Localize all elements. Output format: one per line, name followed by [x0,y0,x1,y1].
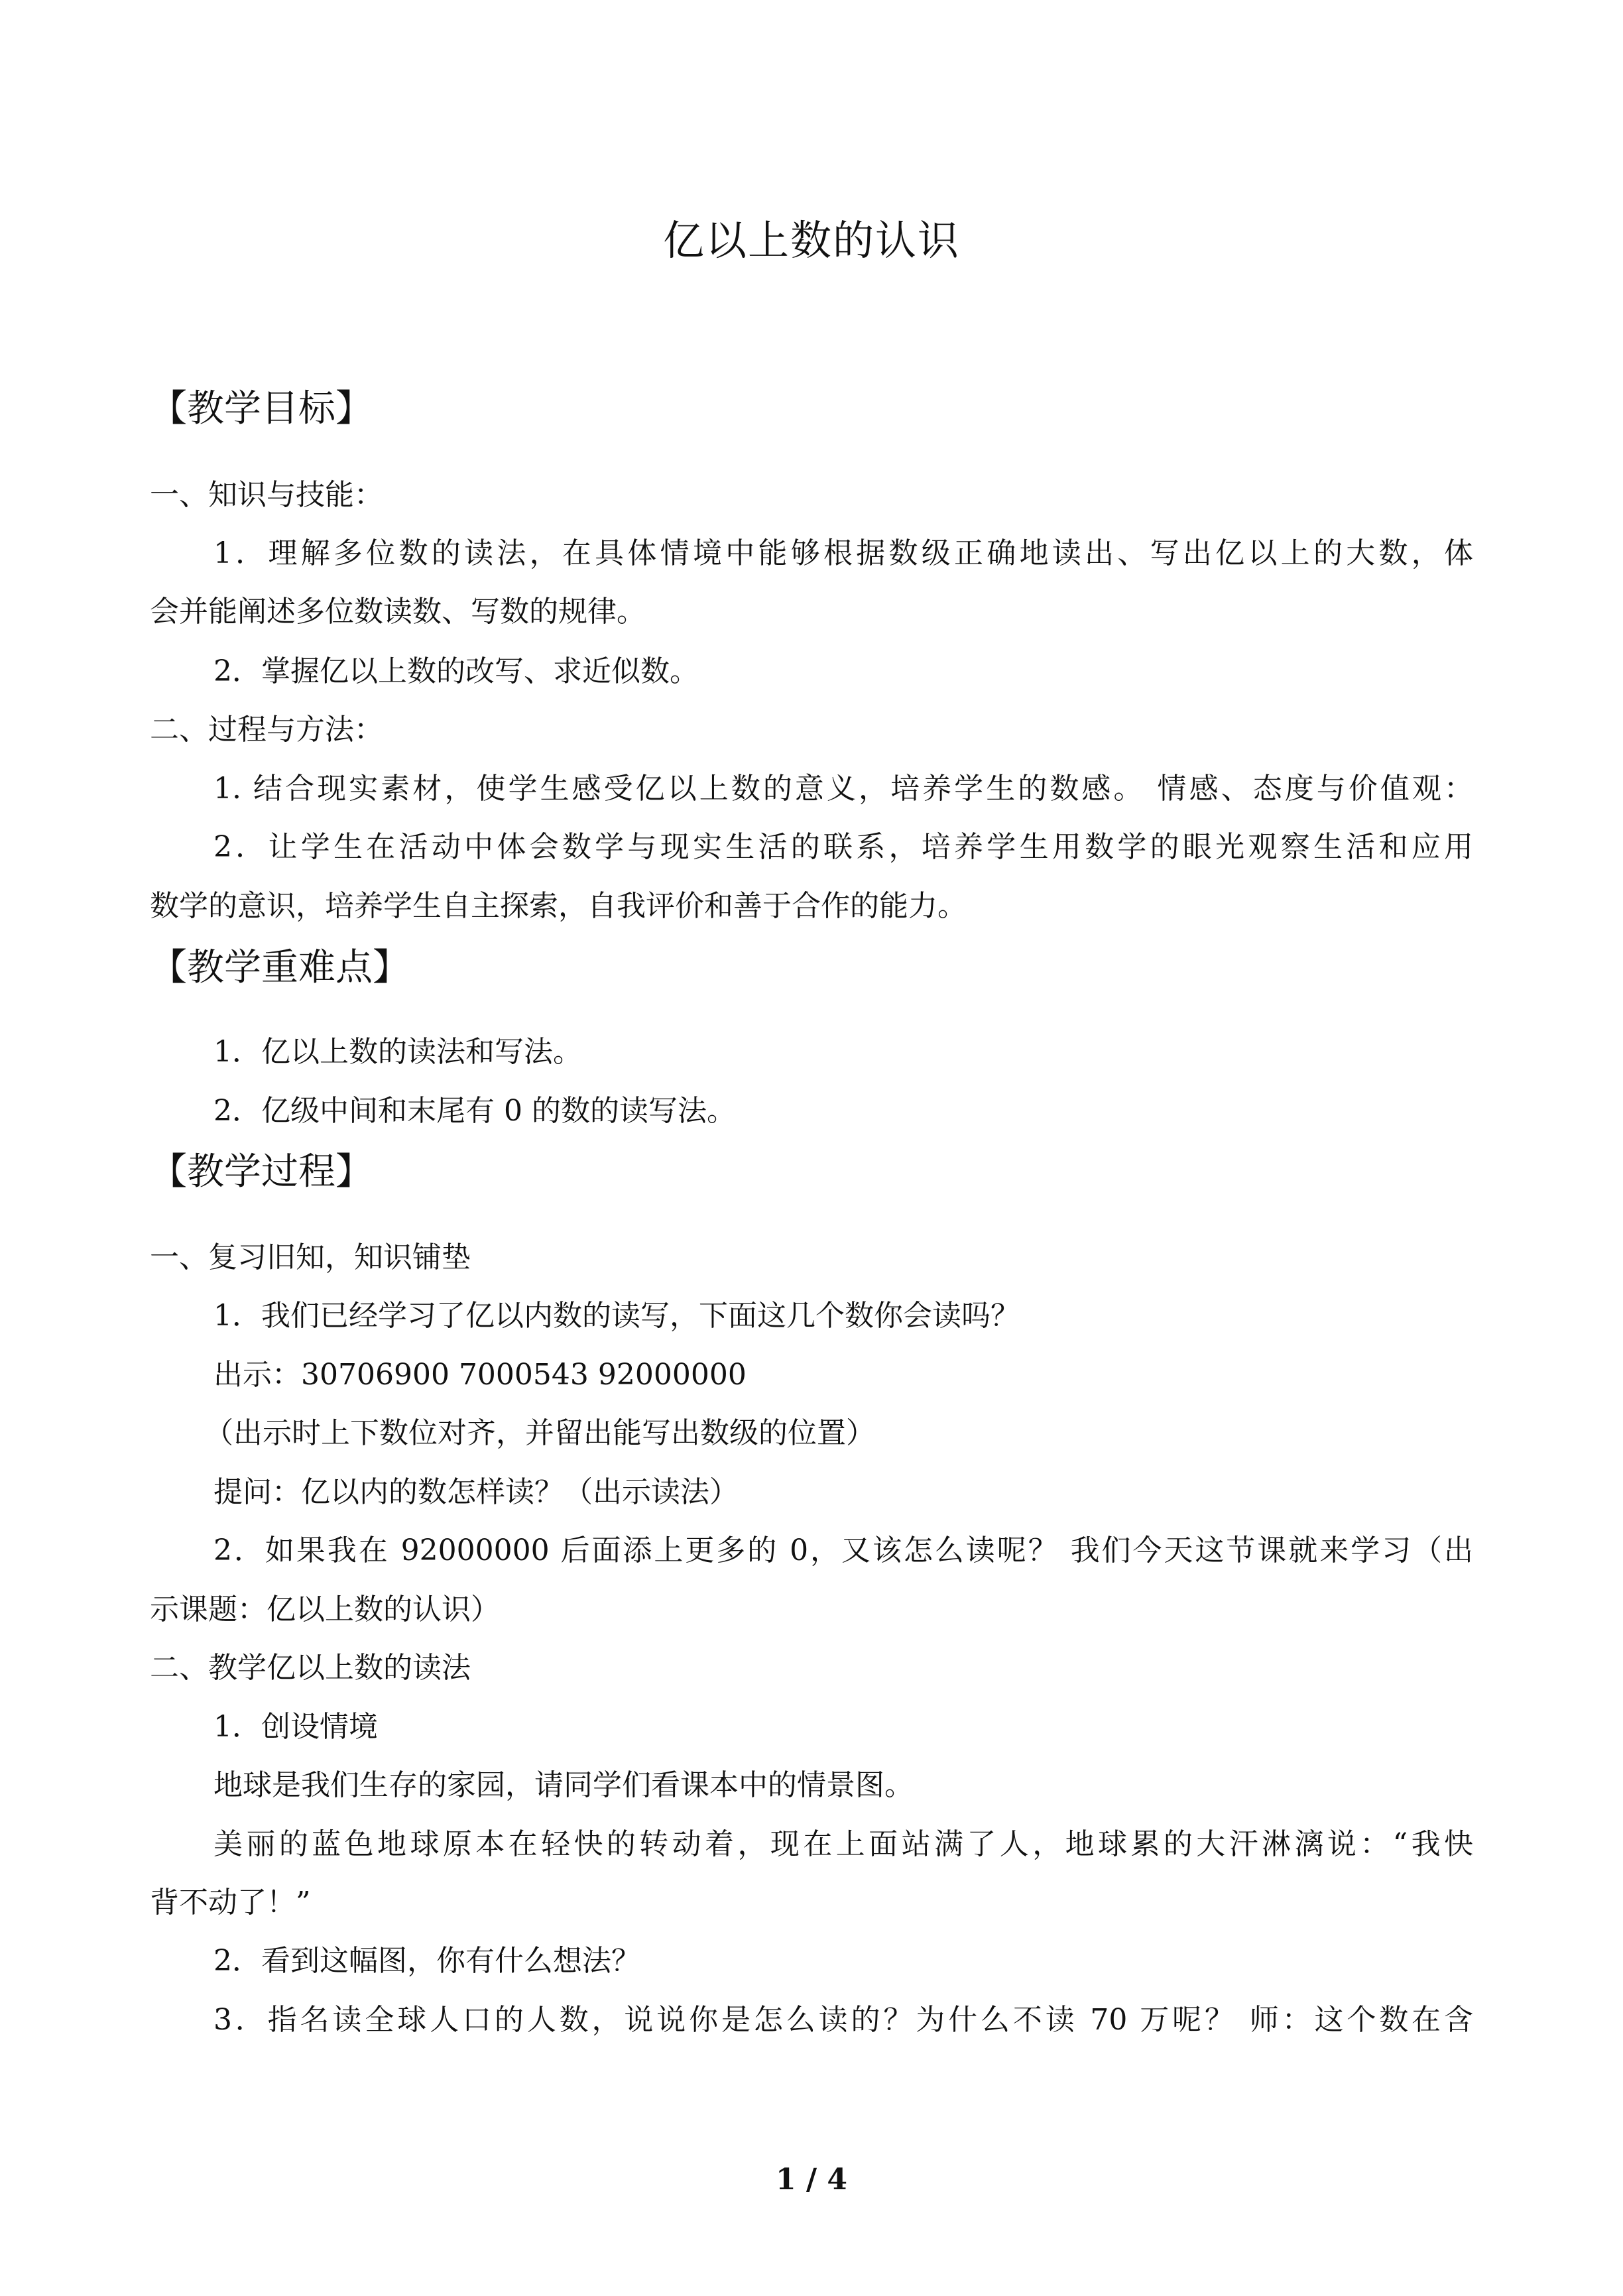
process-section1-question: 提问：亿以内的数怎样读？（出示读法） [213,1475,739,1509]
process-section1-note: （出示时上下数位对齐，并留出能写出数级的位置） [204,1416,875,1450]
goals-process-item2-line2: 数学的意识，培养学生自主探索，自我评价和善于合作的能力。 [150,889,967,923]
process-section1-item1: 1．我们已经学习了亿以内数的读写，下面这几个数你会读吗？ [213,1299,1020,1333]
goals-process-item2-line1: 2．让学生在活动中体会数学与现实生活的联系，培养学生用数学的眼光观察生活和应用 [213,830,1473,864]
goals-knowledge-title: 一、知识与技能： [150,478,383,512]
process-section2-item2: 2．看到这幅图，你有什么想法？ [213,1944,640,1978]
process-section1-item2-line2: 示课题：亿以上数的认识） [150,1593,500,1626]
process-section2-item3: 3．指名读全球人口的人数，说说你是怎么读的？为什么不读 70 万呢？ 师：这个数在含 [213,2003,1473,2037]
process-section2-text1: 地球是我们生存的家园，请同学们看课本中的情景图。 [213,1768,914,1802]
goals-process-title: 二、过程与方法： [150,713,383,747]
process-section2-title: 二、教学亿以上数的读法 [150,1651,471,1685]
goals-knowledge-item1-line2: 会并能阐述多位数读数、写数的规律。 [150,595,646,629]
process-section2-text2-line2: 背不动了！” [150,1886,311,1919]
heading-teaching-process: 【教学过程】 [150,1150,373,1193]
page-title: 亿以上数的认识 [662,216,960,265]
goals-knowledge-item1-line1: 1．理解多位数的读法，在具体情境中能够根据数级正确地读出、写出亿以上的大数，体 [213,536,1473,570]
process-section2-text2-line1: 美丽的蓝色地球原本在轻快的转动着，现在上面站满了人，地球累的大汗淋漓说：“我快 [213,1827,1473,1861]
goals-process-item1: 1. 结合现实素材，使学生感受亿以上数的意义，培养学生的数感。 情感、态度与价值观： [213,772,1473,806]
page-number: 1 / 4 [776,2163,847,2197]
heading-key-points: 【教学重难点】 [150,946,410,989]
heading-teaching-goals: 【教学目标】 [150,387,373,430]
goals-knowledge-item2: 2．掌握亿以上数的改写、求近似数。 [213,654,699,688]
key-points-item2: 2．亿级中间和末尾有 0 的数的读写法。 [213,1094,736,1128]
key-points-item1: 1．亿以上数的读法和写法。 [213,1035,582,1069]
process-section1-show: 出示：30706900 7000543 92000000 [213,1358,747,1392]
process-section1-title: 一、复习旧知，知识铺垫 [150,1240,471,1274]
process-section1-item2-line1: 2．如果我在 92000000 后面添上更多的 0，又该怎么读呢？ 我们今天这节课就来学习（出 [213,1534,1473,1567]
process-section2-item1: 1．创设情境 [213,1710,378,1744]
